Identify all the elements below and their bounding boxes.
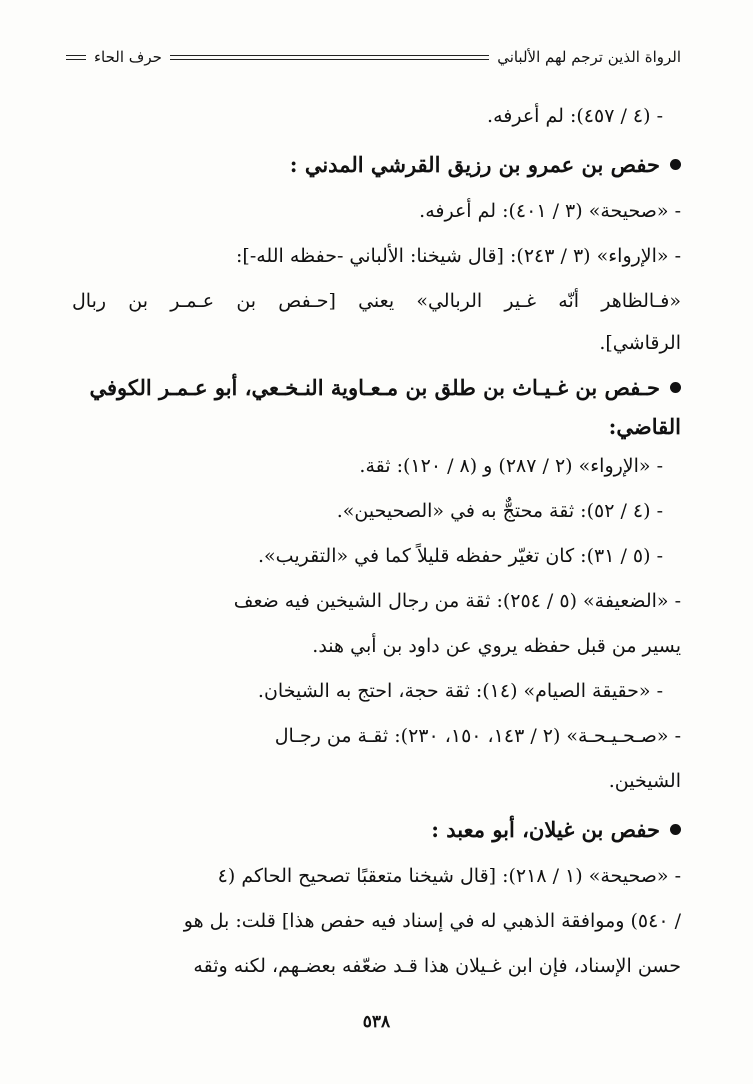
- text-line: - «صـحـيـحـة» (٢ / ١٤٣، ١٥٠، ٢٣٠): ثقـة من رجـال: [274, 725, 681, 747]
- text-line: حسن الإسناد، فإن ابن غـيلان هذا قـد ضعّفه بعضـهم، لكنه وثقه: [193, 955, 681, 977]
- text-line: الشيخين.: [608, 770, 681, 792]
- running-header: [66, 42, 681, 72]
- narrator-heading-cont: القاضي:: [608, 413, 681, 439]
- header-rule: [170, 55, 489, 60]
- bullet-icon: [670, 382, 681, 393]
- text-line: - (٥ / ٣١): كان تغيّر حفظه قليلاً كما في «التقريب».: [258, 545, 663, 567]
- narrator-name: حفص بن غيلان، أبو معبد :: [431, 816, 660, 842]
- text-line: - «الضعيفة» (٥ / ٢٥٤): ثقة من رجال الشيخين فيه ضعف: [233, 590, 681, 612]
- narrator-heading: [72, 139, 681, 189]
- text-line: يسير من قبل حفظه يروي عن داود بن أبي هند.: [312, 635, 681, 657]
- narrator-heading: [72, 804, 681, 854]
- text-line: - (٤ / ٥٢): ثقة محتجٌّ به في «الصحيحين».: [336, 500, 663, 522]
- page-number: ٥٣٨: [362, 1012, 391, 1032]
- text-line: - «الإرواء» (٣ / ٢٤٣): [قال شيخنا: الألباني -حفظه الله-]:: [236, 245, 681, 267]
- narrator-name: حـفص بن غـيـاث بن طلق بن مـعـاوية النـخـعي، أبو عـمـر الكوفي: [89, 374, 660, 400]
- text-line: «فـالظاهر أنّه غـير الربالي» يعني [حـفص بن عـمـر بن ربال: [72, 290, 681, 312]
- page-body: [72, 94, 681, 989]
- text-line: - (٤ / ٤٥٧): لم أعرفه.: [487, 105, 663, 127]
- text-line: الرقاشي].: [599, 332, 681, 354]
- bullet-icon: [670, 824, 681, 835]
- text-line: - «الإرواء» (٢ / ٢٨٧) و (٨ / ١٢٠): ثقة.: [359, 455, 663, 477]
- header-rule-end: [66, 55, 86, 60]
- text-line: - «حقيقة الصيام» (١٤): ثقة حجة، احتج به الشيخان.: [257, 680, 663, 702]
- header-book-title: الرواة الذين ترجم لهم الألباني: [497, 48, 681, 66]
- text-line: / ٥٤٠) وموافقة الذهبي له في إسناد فيه حفص هذا] قلت: بل هو: [183, 910, 681, 932]
- narrator-heading: [72, 366, 681, 408]
- header-chapter-title: حرف الحاء: [94, 48, 162, 66]
- bullet-icon: [670, 159, 681, 170]
- text-line: - «صحيحة» (١ / ٢١٨): [قال شيخنا متعقبًا تصحيح الحاكم (٤: [217, 865, 681, 887]
- narrator-name: حفص بن عمرو بن رزيق القرشي المدني :: [289, 151, 660, 177]
- text-line: - «صحيحة» (٣ / ٤٠١): لم أعرفه.: [419, 200, 681, 222]
